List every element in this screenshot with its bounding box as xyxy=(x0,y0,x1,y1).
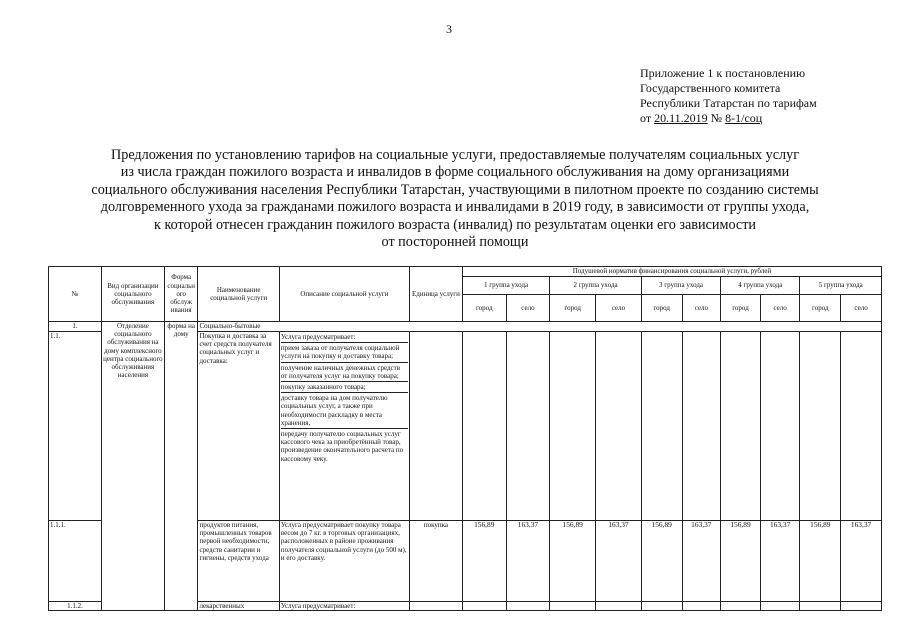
cell-value xyxy=(462,332,506,521)
header-group: 2 группа ухода xyxy=(550,277,642,295)
appendix-date-line: от 20.11.2019 № 8-1/соц xyxy=(640,111,763,125)
cell-description xyxy=(279,332,409,521)
cell-value xyxy=(721,332,761,521)
cell-value xyxy=(800,332,841,521)
cell-unit xyxy=(410,332,463,521)
cell-value: 163,37 xyxy=(506,521,550,602)
header-group: 1 группа ухода xyxy=(462,277,549,295)
cell-value xyxy=(641,602,682,611)
cell-num: 1.1.2. xyxy=(49,602,102,611)
cell-value: 156,89 xyxy=(641,521,682,602)
cell-org-type: Отделение социального обслуживания на дому комплексного центра социального обслуживания населения xyxy=(101,322,164,611)
cell-value xyxy=(682,602,721,611)
header-row xyxy=(49,267,882,277)
header-village: село xyxy=(760,295,800,322)
cell-value: 156,89 xyxy=(721,521,761,602)
cell-value xyxy=(841,602,882,611)
page-number: 3 xyxy=(446,22,452,36)
title-line: долговременного ухода за гражданами пожилого возраста и инвалидами в 2019 году, в зависимости от группы ухода, xyxy=(100,199,810,216)
cell-value xyxy=(682,332,721,521)
appendix-line: Государственного комитета xyxy=(640,81,781,95)
cell-description: Услуга предусматривает покупку товара весом до 7 кг. в торговых организациях, расположенных в районе проживания получателя социальной услуги (до 500 м), и его доставку. xyxy=(279,521,409,602)
cell-value: 156,89 xyxy=(800,521,841,602)
cell-form: форма на дому xyxy=(164,322,198,611)
section-title: Социально-бытовые xyxy=(198,322,882,332)
header-village: село xyxy=(506,295,550,322)
header-group: 3 группа ухода xyxy=(641,277,720,295)
cell-value xyxy=(721,602,761,611)
header-city: город xyxy=(462,295,506,322)
header-service-name: Наименование социальной услуги xyxy=(198,267,279,322)
cell-value xyxy=(760,602,800,611)
description-part: передачу получателю социальных услуг кассового чека за приобретённый товар, произведение окончательного расчета по кассовому чеку. xyxy=(280,430,404,463)
description-part: Услуга предусматривает: xyxy=(281,332,408,343)
cell-value xyxy=(506,602,550,611)
document-title xyxy=(40,147,870,251)
header-city: город xyxy=(721,295,761,322)
header-group: 5 группа ухода xyxy=(800,277,882,295)
description-part: получение наличных денежных средств от получателя услуг на покупку товара; xyxy=(281,363,408,382)
title-line: к которой отнесен гражданин пожилого возраста (инвалид) по результатам оценки его зависимости xyxy=(154,216,756,233)
title-line: от посторонней помощи xyxy=(381,234,529,251)
cell-value xyxy=(550,602,596,611)
cell-value xyxy=(596,332,642,521)
title-line: Предложения по установлению тарифов на социальные услуги, предоставляемые получателям социальных услуг xyxy=(110,147,800,163)
cell-num: 1.1. xyxy=(49,332,102,521)
cell-service-name: Покупка и доставка за счет средств получателя социальных услуг и доставка: xyxy=(198,332,279,521)
cell-unit: покупка xyxy=(410,521,463,602)
cell-value xyxy=(550,332,596,521)
header-num: № xyxy=(49,267,102,322)
appendix-line: Приложение 1 к постановлению xyxy=(640,66,806,80)
cell-value xyxy=(462,602,506,611)
header-normative: Подушевой норматив финансирования социальной услуги, рублей xyxy=(462,267,881,277)
cell-description: Услуга предусматривает: xyxy=(279,602,409,611)
cell-value: 156,89 xyxy=(550,521,596,602)
header-city: город xyxy=(800,295,841,322)
description-part: прием заказа от получателя социальной услуги на покупку и доставку товара; xyxy=(281,343,408,362)
cell-value xyxy=(760,332,800,521)
cell-value: 156,89 xyxy=(462,521,506,602)
header-org-type: Вид организации социального обслуживания xyxy=(101,267,164,322)
description-part: доставку товара на дом получателю социальных услуг, а также при необходимости раскладку в места хранения, xyxy=(281,393,408,429)
cell-service-name: продуктов питания, промышленных товаров первой необходимости, средств санитарии и гигиены, средств ухода xyxy=(198,521,279,602)
cell-unit xyxy=(410,602,463,611)
tariffs-table xyxy=(48,266,882,611)
cell-value xyxy=(841,332,882,521)
cell-value: 163,37 xyxy=(682,521,721,602)
cell-service-name: лекарственных xyxy=(198,602,279,611)
cell-value xyxy=(506,332,550,521)
resolution-date: 20.11.2019 xyxy=(654,111,708,125)
cell-num: 1.1.1. xyxy=(49,521,102,602)
cell-value: 163,37 xyxy=(760,521,800,602)
header-village: село xyxy=(682,295,721,322)
table-row xyxy=(49,322,882,332)
header-unit: Единица услуги xyxy=(410,267,463,322)
header-city: город xyxy=(641,295,682,322)
cell-value xyxy=(641,332,682,521)
title-line: из числа граждан пожилого возраста и инвалидов в форме социального обслуживания на дому организациями xyxy=(120,164,790,181)
cell-value: 163,37 xyxy=(596,521,642,602)
cell-value xyxy=(596,602,642,611)
appendix-header xyxy=(640,66,880,126)
header-form: Форма социальн ого обслуж ивания xyxy=(164,267,198,322)
cell-value: 163,37 xyxy=(841,521,882,602)
cell-num: 1. xyxy=(49,322,102,332)
description-part: покупку заказанного товара; xyxy=(281,382,408,393)
header-village: село xyxy=(841,295,882,322)
resolution-number: 8-1/соц xyxy=(725,111,763,125)
title-line: социального обслуживания населения Республики Татарстан, участвующими в пилотном проекте по созданию системы xyxy=(91,181,819,198)
header-village: село xyxy=(596,295,642,322)
appendix-line: Республики Татарстан по тарифам xyxy=(640,96,817,110)
header-group: 4 группа ухода xyxy=(721,277,800,295)
header-description: Описание социальной услуги xyxy=(279,267,409,322)
header-city: город xyxy=(550,295,596,322)
cell-value xyxy=(800,602,841,611)
